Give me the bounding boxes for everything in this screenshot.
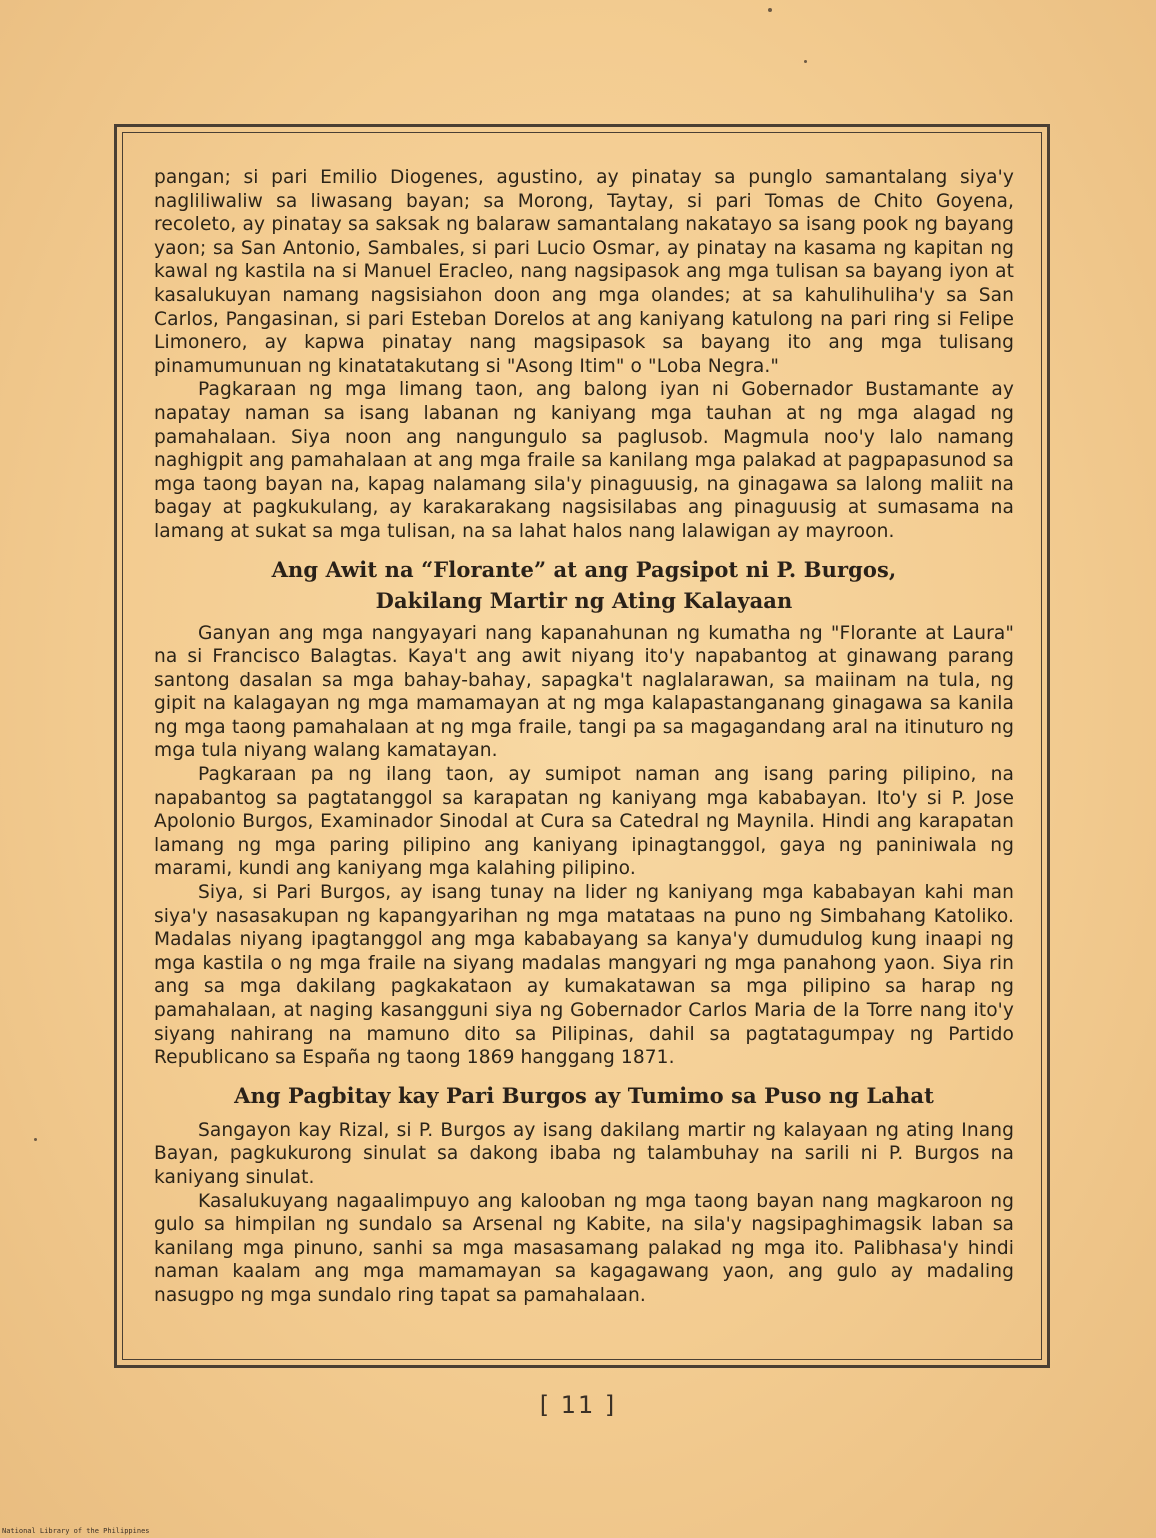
section-heading-pagbitay xyxy=(154,1080,1014,1111)
paper-speck xyxy=(804,60,807,63)
paragraph: Siya, si Pari Burgos, ay isang tunay na lider ng kaniyang mga kababayan kahi man siya'y nasasakupan ng kapangyarihan ng mga matataas na puno ng Simbahang Katoliko. Madalas niyang ipagtanggol ang mga kababayang sa kanya'y dumudulog kung inaapi ng mga kastila o ng mga fraile na siyang madalas mangyari ng mga panahong yaon. Siya rin ang sa mga dakilang pagkakataon ay kumakatawan sa mga pilipino sa harap ng pamahalaan, at naging kasangguni siya ng Gobernador Carlos Maria de la Torre nang ito'y siyang nahirang na mamuno dito sa Pilipinas, dahil sa pagtatagumpay ng Partido Republicano sa España ng taong 1869 hanggang 1871. xyxy=(154,882,1014,1069)
section-heading-florante xyxy=(154,554,1014,616)
section-heading-line: Ang Pagbitay kay Pari Burgos ay Tumimo sa Puso ng Lahat xyxy=(234,1082,934,1108)
paragraph: Sangayon kay Rizal, si P. Burgos ay isang dakilang martir ng kalayaan ng ating Inang Bayan, pagkukurong sinulat sa dakong ibaba ng talambuhay na sarili ni P. Burgos na kaniyang sinulat. xyxy=(154,1119,1014,1188)
paper-speck xyxy=(34,1138,37,1141)
library-credit: National Library of the Philippines xyxy=(2,1527,150,1535)
paragraph: pangan; si pari Emilio Diogenes, agustino, ay pinatay sa punglo samantalang siya'y nagliliwaliw sa liwasang bayan; sa Morong, Taytay, si pari Tomas de Chito Goyena, recoleto, ay pinatay sa saksak ng balaraw samantalang nakatayo sa isang pook ng bayang yaon; sa San Antonio, Sambales, si pari Lucio Osmar, ay pinatay na kasama ng kapitan ng kawal ng kastila na si Manuel Eracleo, nang nagsipasok ang mga tulisan sa bayang iyon at kasalukuyan namang nagsisiahon doon ang mga olandes; at sa kahulihuliha'y sa San Carlos, Pangasinan, si pari Esteban Dorelos at ang kaniyang katulong na pari ring si Felipe Limonero, ay kapwa pinatay nang magsipasok sa bayang ito ang mga tulisang pinamumunuan ng kinatatakutang si "Asong Itim" o "Loba Negra." xyxy=(154,167,1014,377)
page-body xyxy=(154,166,1014,1308)
paragraph: Pagkaraan ng mga limang taon, ang balong iyan ni Gobernador Bustamante ay napatay naman sa isang labanan ng kaniyang mga tauhan at ng mga alagad ng pamahalaan. Siya noon ang nangungulo sa paglusob. Magmula noo'y lalo namang naghigpit ang pamahalaan at ang mga fraile sa kanilang mga palakad at pagpapasunod sa mga taong bayan na, kapag nalamang sila'y pinaguusig, na ginagawa sa lalong maliit na bagay at pagkukulang, ay karakarakang nagsisilabas ang pinaguusig at sumasama na lamang at sukat sa mga tulisan, na sa lahat halos nang lalawigan ay mayroon. xyxy=(154,379,1014,542)
paper-speck xyxy=(768,8,772,12)
paragraph: Pagkaraan pa ng ilang taon, ay sumipot naman ang isang paring pilipino, na napabantog sa pagtatanggol sa karapatan ng kaniyang mga kababayan. Ito'y si P. Jose Apolonio Burgos, Examinador Sinodal at Cura sa Catedral ng Maynila. Hindi ang karapatan lamang ng mga paring pilipino ang kaniyang ipinagtanggol, gaya ng paniniwala ng marami, kundi ang kaniyang mga kalahing pilipino. xyxy=(154,764,1014,880)
section-heading-line: Ang Awit na “Florante” at ang Pagsipot ni P. Burgos, xyxy=(271,556,897,582)
paragraph: Ganyan ang mga nangyayari nang kapanahunan ng kumatha ng "Florante at Laura" na si Francisco Balagtas. Kaya't ang awit niyang ito'y napabantog at ginawang parang santong dasalan sa mga bahay-bahay, sapagka't naglalarawan, sa maiinam na tula, ng gipit na kalagayan ng mga mamamayan at ng mga kalapastanganang ginagawa sa kanila ng mga taong pamahalaan at ng mga fraile, tangi pa sa magagandang aral na itinuturo ng mga tula niyang walang kamatayan. xyxy=(154,622,1014,762)
page-number: [ 11 ] xyxy=(539,1391,617,1419)
section-heading-line: Dakilang Martir ng Ating Kalayaan xyxy=(375,587,793,613)
paragraph: Kasalukuyang nagaalimpuyo ang kalooban ng mga taong bayan nang magkaroon ng gulo sa himpilan ng sundalo sa Arsenal ng Kabite, na sila'y nagsipaghimagsik laban sa kanilang mga pinuno, sanhi sa mga masasamang palakad ng mga ito. Palibhasa'y hindi naman kaalam ang mga mamamayan sa kagagawang yaon, ang gulo ay madaling nasugpo ng mga sundalo ring tapat sa pamahalaan. xyxy=(154,1190,1014,1306)
